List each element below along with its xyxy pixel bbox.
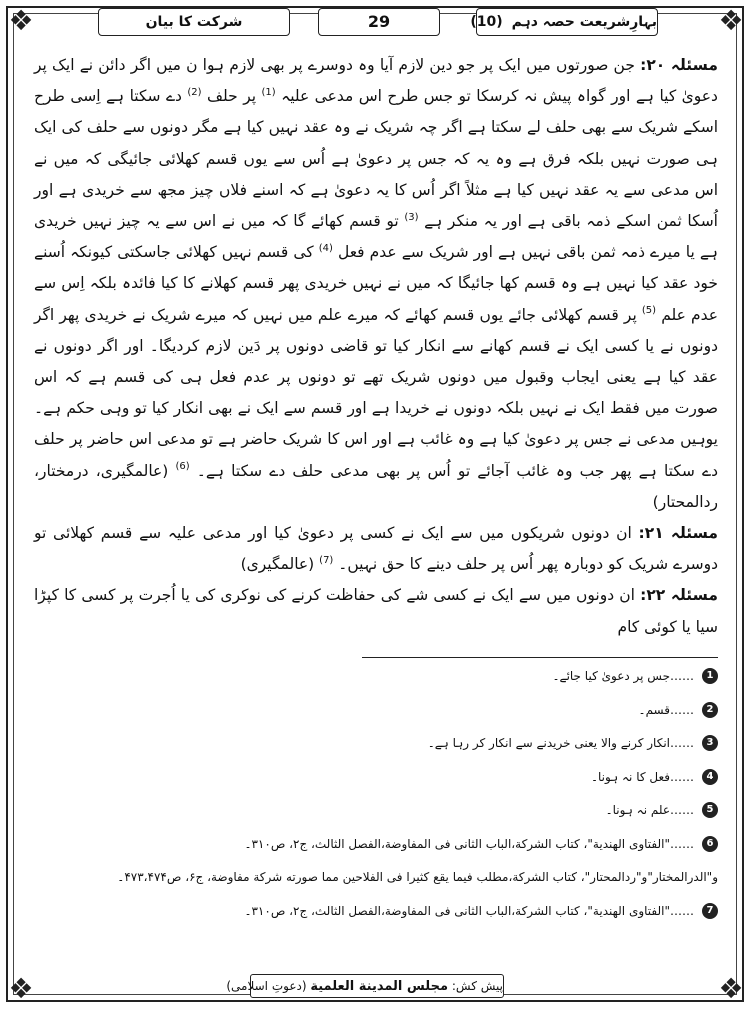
footnote-item: 5 ……علم نہ ہونا۔ (34, 802, 718, 819)
masla-21: مسئلہ ۲۱: ان دونوں شریکوں میں سے ایک نے کسی پر دعویٰ کیا اور مدعی علیہ سے قسم کھلائی تو دوسرے شریک کو دوبارہ پھر اُس پر حلف دینے کا حق نہیں۔ (7) (عالمگیری) (34, 524, 718, 574)
masla-text: ان دونوں شریکوں میں سے ایک نے کسی پر دعویٰ کیا اور مدعی علیہ سے قسم کھلائی تو دوسرے شریک کو دوبارہ پھر اُس پر حلف دینے کا حق نہیں۔ (34, 524, 718, 574)
part-number: (10) (470, 14, 503, 30)
footnote-text: فعل کا نہ ہونا۔ (590, 769, 670, 784)
footnote-separator (362, 657, 718, 658)
footnote-item: 2 ……قسم۔ (34, 702, 718, 719)
footnote-text: "الفتاوی الهندية"، كتاب الشركة،الباب الثانی فی المفاوضة،الفصل الثالث، ج۲، ص۳۱۰۔ (244, 836, 670, 851)
footer-prefix: پیش کش: (451, 979, 503, 993)
masla-text: کی قسم نہیں کھلائی جاسکتی کیونکہ اُسنے خود عقد کیا نہیں ہے وہ قسم کھا جائیگا کہ میں نے نہیں خریدی پھر قسم کھلانے کا کیا فائدہ بلکہ اِس سے عدم علم (34, 243, 718, 324)
footnote-number-badge: 7 (702, 903, 718, 919)
masla-text: دے سکتا ہے اِسی طرح اسکے شریک سے بھی حلف لے سکتا ہے اگر چہ شریک نے وہ عقد نہیں کیا ہے مگر دونوں سے حلف کی ایک ہی صورت نہیں بلکہ فرق ہے وہ یہ کہ جس پر دعویٰ ہے اُس سے یوں قسم کھلائی جائیگی کہ میں نے اس مدعی سے یہ عقد نہیں کیا ہے مثلاً اگر اُس کا یہ دعویٰ ہے کہ اسنے فلاں چیز مجھ سے خریدی ہے اور اُسکا ثمن اسکے ذمہ باقی ہے اور یہ منکر ہے (34, 87, 718, 231)
footnote-item: 4 ……فعل کا نہ ہونا۔ (34, 769, 718, 786)
page-footer (226, 974, 504, 998)
footnote-item (34, 869, 718, 886)
footnote-item: 6 ……"الفتاوی الهندية"، كتاب الشركة،الباب الثانی فی المفاوضة،الفصل الثالث، ج۲، ص۳۱۰۔ (34, 836, 718, 853)
masla-text: تو قسم کھائے گا کہ میں نے اس سے یہ چیز نہیں خریدی ہے یا میرے ذمہ ثمن باقی نہیں ہے اور شریک سے عدم فعل (34, 212, 718, 262)
chapter-title: شرکت کا بیان (145, 14, 243, 30)
footnote-number-badge: 3 (702, 735, 718, 751)
footer-suffix: (دعوتِ اسلامی) (226, 979, 307, 993)
book-title-box (470, 8, 658, 36)
footnote-text: و"الدرالمختار"و"ردالمحتار"، كتاب الشركة،مطلب فيما يقع كثيرا فی الفلاحين مما صورته شركة مفاوضة، ج۶، ص۴۷۳،۴۷۴۔ (117, 870, 718, 884)
masla-label: مسئلہ ۲۲: (640, 586, 718, 605)
footnote-number-badge: 2 (702, 702, 718, 718)
footnote-text: انکار کرنے والا یعنی خریدنے سے انکار کر رہا ہے۔ (427, 736, 670, 750)
footnote-item: 7 ……"الفتاوی الهندية"، كتاب الشركة،الباب الثانی فی المفاوضة،الفصل الثالث، ج۲، ص۳۱۰۔ (34, 903, 718, 920)
chapter-title-box (98, 8, 290, 36)
masla-text: جن صورتوں میں ایک پر جو دین لازم آیا وہ دوسرے پر بھی لازم ہوا ن میں اگر دائن نے ایک پر دعویٰ کیا ہے اور گواہ پیش نہ کرسکا تو جس طرح اس مدعی علیہ (34, 56, 718, 106)
masla-text: ان دونوں میں سے ایک نے کسی شے کی حفاظت کرنے کی نوکری کی یا اُجرت پر کسی کا کپڑا سیا یا کوئی کام (34, 586, 718, 636)
footnote-text: جس پر دعویٰ کیا جائے۔ (552, 669, 670, 683)
corner-ornament-icon: ❖ (718, 972, 744, 1005)
book-title: بہارِشریعت حصہ دہم (511, 14, 657, 30)
footnote-number-badge: 4 (702, 769, 718, 785)
footnote-number-badge: 1 (702, 668, 718, 684)
source-citation: (عالمگیری، درمختار، ردالمحتار) (34, 461, 718, 511)
masla-label: مسئلہ ۲۱: (638, 524, 718, 543)
masla-text: پر حلف (207, 87, 257, 106)
corner-ornament-icon: ❖ (8, 4, 34, 37)
corner-ornament-icon: ❖ (8, 972, 34, 1005)
source-citation: (عالمگیری) (240, 555, 315, 574)
page-number: 29 (367, 12, 391, 31)
footnote-number-badge: 6 (702, 836, 718, 852)
footnotes (34, 668, 718, 936)
masla-22 (34, 580, 718, 642)
footnote-number-badge: 5 (702, 802, 718, 818)
masla-20: مسئلہ ۲۰: جن صورتوں میں ایک پر جو دین لازم آیا وہ دوسرے پر بھی لازم ہوا ن میں اگر دائن نے ایک پر دعویٰ کیا ہے اور گواہ پیش نہ کرسکا تو جس طرح اس مدعی علیہ (1) پر حلف (2) دے سکتا ہے اِسی طرح اسکے شریک سے بھی حلف لے سکتا ہے اگر چہ شریک نے وہ عقد نہیں کیا ہے مگر دونوں سے حلف کی ایک ہی صورت نہیں بلکہ فرق ہے وہ یہ کہ جس پر دعویٰ ہے اُس سے یوں قسم کھلائی جائیگی کہ میں نے اس مدعی سے یہ عقد نہیں کیا ہے مثلاً اگر اُس کا یہ دعویٰ ہے کہ اسنے فلاں چیز مجھ سے خریدی ہے اور اُسکا ثمن اسکے ذمہ باقی ہے اور یہ منکر ہے (3) تو قسم کھائے گا کہ میں نے اس سے یہ چیز نہیں خریدی ہے یا میرے ذمہ ثمن باقی نہیں ہے اور شریک سے عدم فعل (4) کی قسم نہیں کھلائی جاسکتی کیونکہ اُسنے خود عقد کیا نہیں ہے وہ قسم کھا جائیگا کہ میں نے نہیں خریدی پھر قسم کھلانے کا کیا فائدہ بلکہ اِس سے عدم علم (5) پر قسم کھلائی جائے یوں قسم کھائے کہ میرے علم میں نہیں کہ میرے شریک نے خریدی پھر اگر دونوں نے یا کسی ایک نے قسم کھانے سے انکار کیا تو قاضی دونوں پر دَین لازم کردیگا۔ اور اگر دونوں نے عقد کیا ہے یعنی ایجاب وقبول میں دونوں شریک تھے تو دونوں پر عدم فعل ہی کی قسم ہے کہ اس صورت میں فقط ایک نے نہیں بلکہ دونوں نے خریدا ہے اور قسم سے ایک نے بھی انکار کیا تو وہی حکم ہے۔ یوہیں مدعی نے جس پر دعویٰ کیا ہے وہ غائب ہے اور اس کا شریک حاضر ہے تو مدعی اس حاضر پر حلف دے سکتا ہے پھر جب وہ غائب آجائے تو اُس پر بھی مدعی حلف دے سکتا ہے۔ (6) (عالمگیری، درمختار، ردالمحتار) (34, 56, 719, 511)
masla-label: مسئلہ ۲۰: (640, 56, 718, 74)
corner-ornament-icon: ❖ (718, 4, 744, 37)
page-header (98, 8, 658, 36)
footnote-text: "الفتاوی الهندية"، كتاب الشركة،الباب الثانی فی المفاوضة،الفصل الثالث، ج۲، ص۳۱۰۔ (244, 903, 670, 918)
footnote-text: علم نہ ہونا۔ (605, 803, 670, 817)
footnote-item: 3 ……انکار کرنے والا یعنی خریدنے سے انکار کر رہا ہے۔ (34, 735, 718, 752)
page-number-box (318, 8, 440, 36)
footnote-text: قسم۔ (638, 702, 670, 717)
footnote-item: 1 ……جس پر دعویٰ کیا جائے۔ (34, 668, 718, 685)
masla-text: پر قسم کھلائی جائے یوں قسم کھائے کہ میرے علم میں نہیں کہ میرے شریک نے خریدی پھر اگر دونوں نے یا کسی ایک نے قسم کھانے سے انکار کیا تو قاضی دونوں پر دَین لازم کردیگا۔ اور اگر دونوں نے عقد کیا ہے یعنی ایجاب وقبول میں دونوں شریک تھے تو دونوں پر عدم فعل ہی کی قسم ہے کہ اس صورت میں فقط ایک نے نہیں بلکہ دونوں نے خریدا ہے اور قسم سے ایک نے بھی انکار کیا تو وہی حکم ہے۔ یوہیں مدعی نے جس پر دعویٰ کیا ہے وہ غائب ہے اور اس کا شریک حاضر ہے تو مدعی اس حاضر پر حلف دے سکتا ہے پھر جب وہ غائب آجائے تو اُس پر بھی مدعی حلف دے سکتا ہے۔ (34, 305, 719, 480)
publisher-name: مجلس المدينة العلمية (310, 979, 449, 994)
main-text (34, 50, 718, 643)
